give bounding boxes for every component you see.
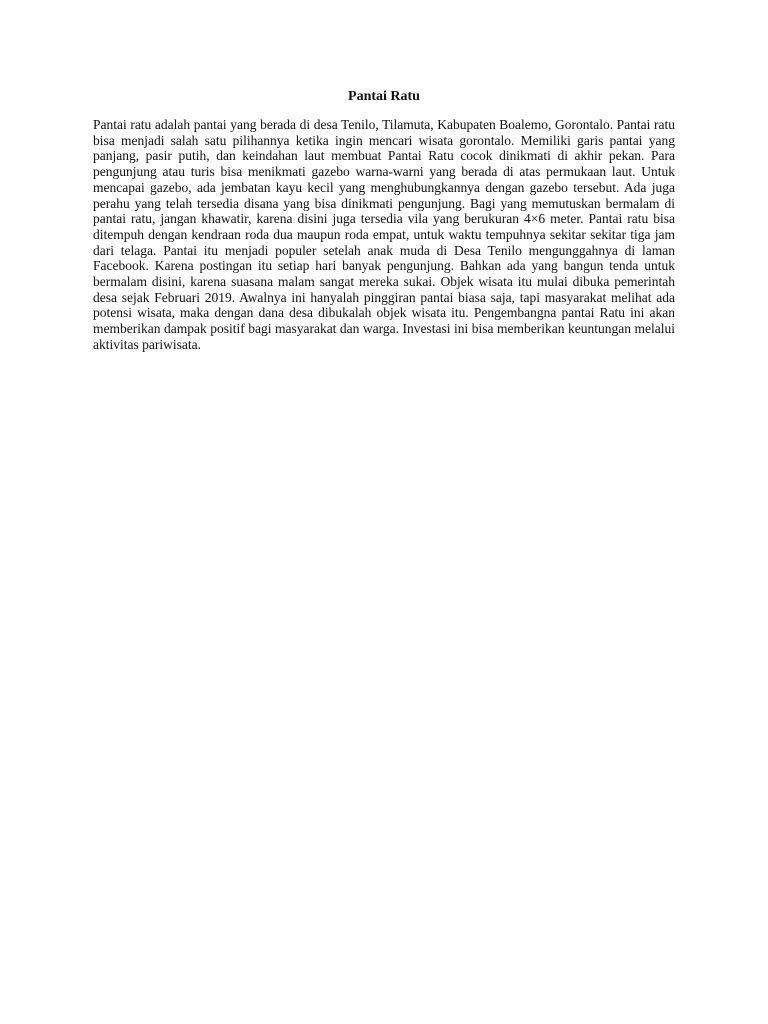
document-paragraph: Pantai ratu adalah pantai yang berada di desa Tenilo, Tilamuta, Kabupaten Boalemo, Gorontalo. Pantai ratu bisa menjadi salah satu pilihannya ketika ingin mencari wisata gorontalo. Memiliki garis pantai yang panjang, pasir putih, dan keindahan laut membuat Pantai Ratu cocok dinikmati di akhir pekan. Para pengunjung atau turis bisa menikmati gazebo warna-warni yang berada di atas permukaan laut. Untuk mencapai gazebo, ada jembatan kayu kecil yang menghubungkannya dengan gazebo tersebut. Ada juga perahu yang telah tersedia disana yang bisa dinikmati pengunjung. Bagi yang memutuskan bermalam di pantai ratu, jangan khawatir, karena disini juga tersedia vila yang berukuran 4×6 meter. Pantai ratu bisa ditempuh dengan kendraan roda dua maupun roda empat, untuk waktu tempuhnya sekitar sekitar tiga jam dari telaga. Pantai itu menjadi populer setelah anak muda di Desa Tenilo mengunggahnya di laman Facebook. Karena postingan itu setiap hari banyak pengunjung. Bahkan ada yang bangun tenda untuk bermalam disini, karena suasana malam sangat mereka sukai. Objek wisata itu mulai dibuka pemerintah desa sejak Februari 2019. Awalnya ini hanyalah pinggiran pantai biasa saja, tapi masyarakat melihat ada potensi wisata, maka dengan dana desa dibukalah objek wisata itu. Pengembangna pantai Ratu ini akan memberikan dampak positif bagi masyarakat dan warga. Investasi ini bisa memberikan keuntungan melalui aktivitas pariwisata.	[93, 117, 675, 352]
document-title: Pantai Ratu	[348, 89, 420, 104]
